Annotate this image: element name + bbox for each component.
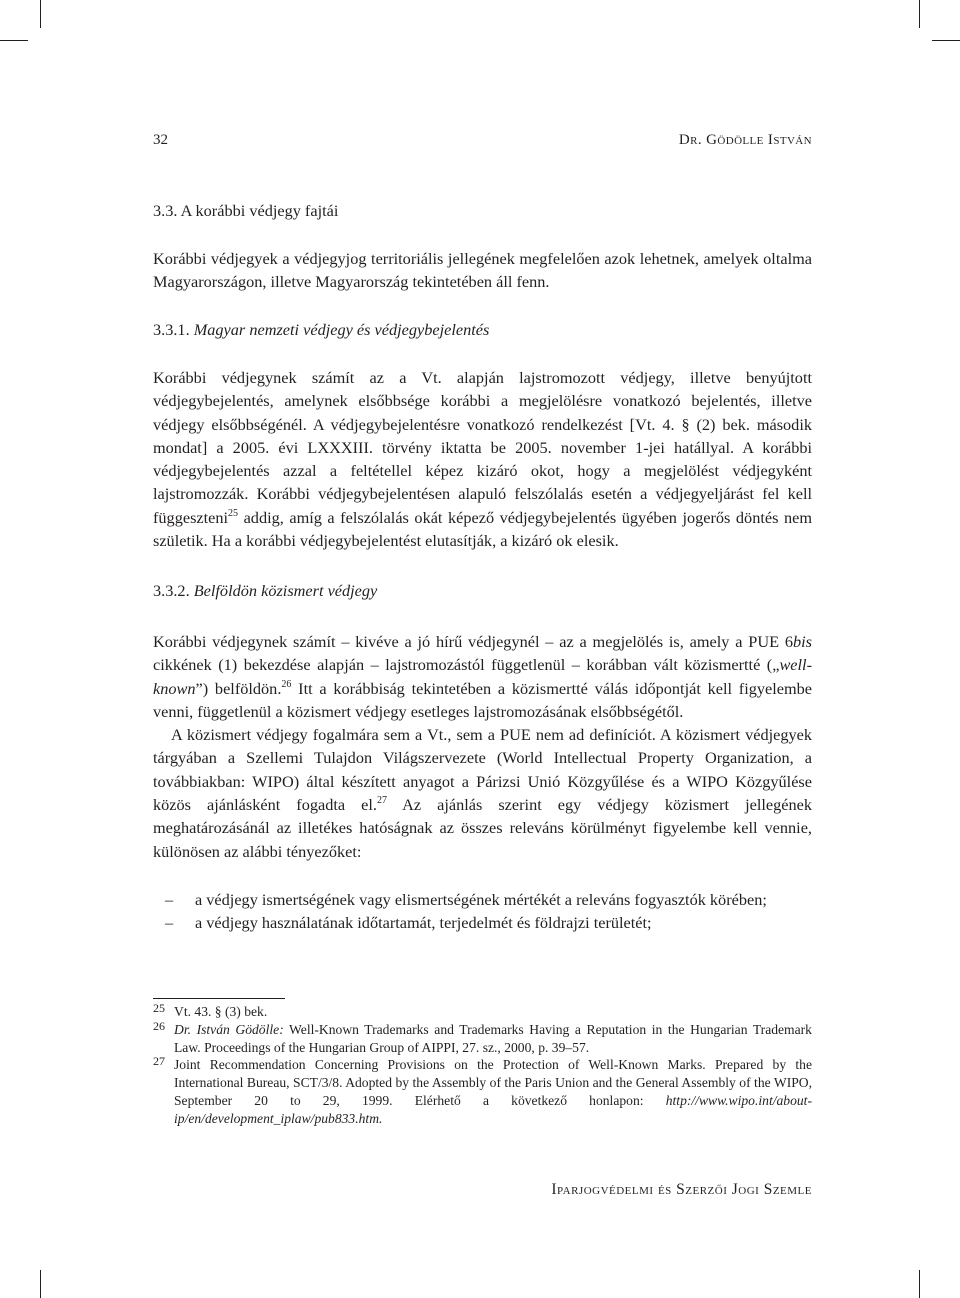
subsection-heading-1 xyxy=(153,320,489,340)
subsection-heading-2 xyxy=(153,581,377,601)
page-number: 32 xyxy=(153,132,168,148)
footnote-ref-27[interactable]: 27 xyxy=(376,795,387,807)
paragraph-text: Korábbi védjegynek számít az a Vt. alapján lajstromozott védjegy, illetve benyújtott védjegybejelentés, amelynek elsőbbsége korábbi a megjelölésre vonatkozó bejelentés, illetve védjegy elsőbbségénél. A védjegybejelentésre vonatkozó rendelkezést [Vt. 4. § (2) bek. második mondat] a 2005. évi LXXXIII. törvény iktatta be 2005. november 1-jei hatállyal. A korábbi védjegybejelentés azzal a feltétellel képez kizáró okot, hogy a megjelölést védjegyként lajstromozzák. Korábbi védjegybejelentésen alapuló felszólalás esetén a védjegyeljárást fel kell függeszteni xyxy=(153,368,812,527)
footnote-26 xyxy=(153,1018,812,1057)
section-intro-paragraph xyxy=(153,247,812,294)
running-head-author: Dr. Gödölle István xyxy=(678,132,812,148)
footnote-27 xyxy=(153,1056,812,1127)
dash-bullet: – xyxy=(165,913,174,933)
crop-mark-top-right xyxy=(919,0,920,28)
paragraph-1 xyxy=(153,630,812,723)
list-item xyxy=(153,888,812,911)
footnote-text: Well-Known Trademarks and Trademarks Having a Reputation in the Hungarian Trademark Law. Proceedings of the Hungarian Group of AIPPI, 27. sz., 2000, p. 39–57. xyxy=(174,1021,812,1055)
footnote-number: 25 xyxy=(153,1001,165,1015)
crop-mark-bottom-left xyxy=(40,1270,41,1298)
crop-mark-bottom-right xyxy=(919,1270,920,1298)
list-item-text: a védjegy használatának időtartamát, terjedelmét és földrajzi területét; xyxy=(195,913,652,933)
text-run: Az ajánlás szerint egy védjegy közismert jellegének meghatározásánál az illetékes hatóságnak az összes releváns körülményt figyelembe kell vennie, különösen az alábbi tényezőket: xyxy=(153,795,812,861)
subsection-title: Belföldön közismert védjegy xyxy=(193,581,378,600)
paragraph-text-cont: addig, amíg a felszólalás okát képező védjegybejelentés ügyében jogerős döntés nem születik. Ha a korábbi védjegybejelentést elutasítják, a kizáró ok elesik. xyxy=(153,507,812,551)
factor-list xyxy=(153,888,812,935)
list-item xyxy=(153,911,812,934)
crop-mark-top-left-h xyxy=(0,40,28,41)
subsection-title: Magyar nemzeti védjegy és védjegybejelentés xyxy=(193,320,490,339)
subsection-number: 3.3.2. xyxy=(153,581,190,600)
subsection-2-body xyxy=(153,630,812,863)
journal-title-footer: Iparjogvédelmi és Szerzői Jogi Szemle xyxy=(551,1181,812,1198)
text-run: cikkének (1) bekezdése alapján – lajstromozástól függetlenül – korábban vált közismertté („ xyxy=(153,655,780,675)
footnote-author: Dr. István Gödölle: xyxy=(174,1021,284,1037)
italic-well-known: well-known xyxy=(153,655,812,698)
crop-mark-top-right-h xyxy=(932,40,960,41)
section-heading: 3.3. A korábbi védjegy fajtái xyxy=(153,201,339,220)
footnote-number: 27 xyxy=(153,1054,165,1069)
text-run: ”) belföldön. xyxy=(195,678,282,698)
crop-mark-top-left xyxy=(40,0,41,28)
italic-bis: bis xyxy=(792,632,812,651)
footnote-text: Joint Recommendation Concerning Provisions on the Protection of Well-Known Marks. Prepared by the International Bureau, SCT/3/8. Adopted by the Assembly of the Paris Union and the General Assembly of the WIPO, September 20 to 29, 1999. Elérhető a következő honlapon: xyxy=(174,1057,812,1108)
subsection-1-paragraph xyxy=(153,366,812,552)
intro-text: Korábbi védjegyek a védjegyjog territoriális jellegének megfelelően azok lehetnek, amelyek oltalma Magyarországon, illetve Magyarország tekintetében áll fenn. xyxy=(153,249,812,292)
text-run: Korábbi védjegynek számít – kivéve a jó hírű védjegynél – az a megjelölés is, amely a PUE 6 xyxy=(153,632,793,651)
footnote-text: Vt. 43. § (3) bek. xyxy=(174,1004,268,1019)
footnote-ref-26[interactable]: 26 xyxy=(281,678,292,690)
list-item-text: a védjegy ismertségének vagy elismertségének mértékét a releváns fogyasztók körében; xyxy=(195,890,767,909)
dash-bullet: – xyxy=(165,890,174,909)
text-run: Itt a korábbiság tekintetében a közismertté válás időpontját kell figyelembe venni, függetlenül a közismert védjegy esetleges lajstromozásának elsőbbségétől. xyxy=(153,678,813,721)
footnote-number: 26 xyxy=(153,1018,165,1033)
footnote-25 xyxy=(153,1003,812,1021)
footnotes xyxy=(153,1003,812,1128)
subsection-number: 3.3.1. xyxy=(153,320,190,339)
footnote-ref-25[interactable]: 25 xyxy=(228,507,239,519)
footnote-url-link[interactable]: http://www.wipo.int/about-ip/en/development_iplaw/pub833.htm. xyxy=(174,1092,812,1126)
footnote-separator xyxy=(153,998,285,999)
paragraph-2 xyxy=(153,723,812,863)
text-run: A közismert védjegy fogalmára sem a Vt., sem a PUE nem ad definíciót. A közismert védjegyek tárgyában a Szellemi Tulajdon Világszervezete (World Intellectual Property Organization, a továbbiakban: WIPO) által készített anyagot a Párizsi Unió Közgyűlése és a WIPO Közgyűlése közös ajánlásként fogadta el. xyxy=(153,725,812,815)
